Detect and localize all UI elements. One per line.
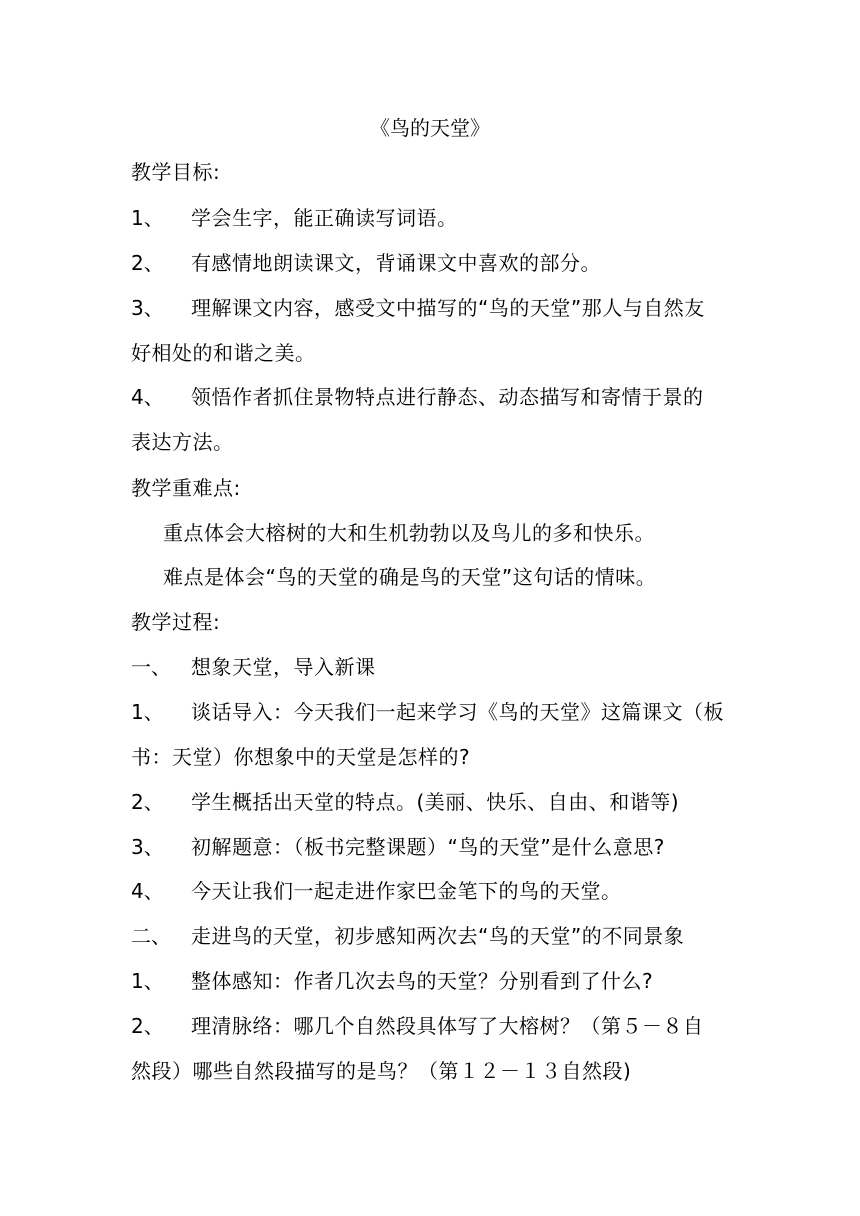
goal-number: 3、 bbox=[131, 296, 164, 320]
document-title: 《鸟的天堂》 bbox=[370, 116, 490, 140]
section-number: 一、 bbox=[131, 655, 171, 679]
process-item-text: 学生概括出天堂的特点。(美丽、快乐、自由、和谐等) bbox=[191, 790, 680, 814]
goal-text: 理解课文内容，感受文中描写的“鸟的天堂”那人与自然友 bbox=[191, 296, 705, 320]
process-item-number: 1、 bbox=[131, 700, 164, 724]
key-point: 难点是体会“鸟的天堂的确是鸟的天堂”这句话的情味。 bbox=[163, 565, 657, 589]
section-title: 想象天堂，导入新课 bbox=[191, 655, 376, 679]
goal-number: 1、 bbox=[131, 206, 164, 230]
goal-text: 学会生字，能正确读写词语。 bbox=[191, 206, 458, 230]
goal-number: 2、 bbox=[131, 251, 164, 275]
goal-number: 4、 bbox=[131, 385, 164, 409]
process-item-text: 今天让我们一起走进作家巴金笔下的鸟的天堂。 bbox=[191, 879, 622, 903]
section-number: 二、 bbox=[131, 924, 171, 948]
goal-text-continued: 表达方法。 bbox=[131, 430, 234, 454]
process-item-number: 1、 bbox=[131, 969, 164, 993]
process-heading: 教学过程: bbox=[131, 610, 221, 634]
goal-text: 领悟作者抓住景物特点进行静态、动态描写和寄情于景的 bbox=[191, 385, 704, 409]
process-item-number: 2、 bbox=[131, 790, 164, 814]
process-item-text: 初解题意：（板书完整课题）“鸟的天堂”是什么意思? bbox=[191, 835, 665, 859]
process-item-text: 整体感知：作者几次去鸟的天堂？分别看到了什么? bbox=[191, 969, 654, 993]
key-points-heading: 教学重难点: bbox=[131, 476, 241, 500]
process-item-text: 理清脉络：哪几个自然段具体写了大榕树？（第５－８自 bbox=[191, 1014, 704, 1038]
goals-heading: 教学目标: bbox=[131, 160, 221, 184]
section-title: 走进鸟的天堂，初步感知两次去“鸟的天堂”的不同景象 bbox=[191, 924, 685, 948]
process-item-number: 2、 bbox=[131, 1014, 164, 1038]
process-item-number: 3、 bbox=[131, 835, 164, 859]
key-point: 重点体会大榕树的大和生机勃勃以及鸟儿的多和快乐。 bbox=[163, 521, 655, 545]
process-item-number: 4、 bbox=[131, 879, 164, 903]
process-item-continued: 书：天堂）你想象中的天堂是怎样的? bbox=[131, 745, 471, 769]
process-item-continued: 然段）哪些自然段描写的是鸟？（第１２－１３自然段) bbox=[131, 1059, 632, 1083]
goal-text-continued: 好相处的和谐之美。 bbox=[131, 341, 316, 365]
goal-text: 有感情地朗读课文，背诵课文中喜欢的部分。 bbox=[191, 251, 601, 275]
process-item-text: 谈话导入：今天我们一起来学习《鸟的天堂》这篇课文（板 bbox=[191, 700, 724, 724]
